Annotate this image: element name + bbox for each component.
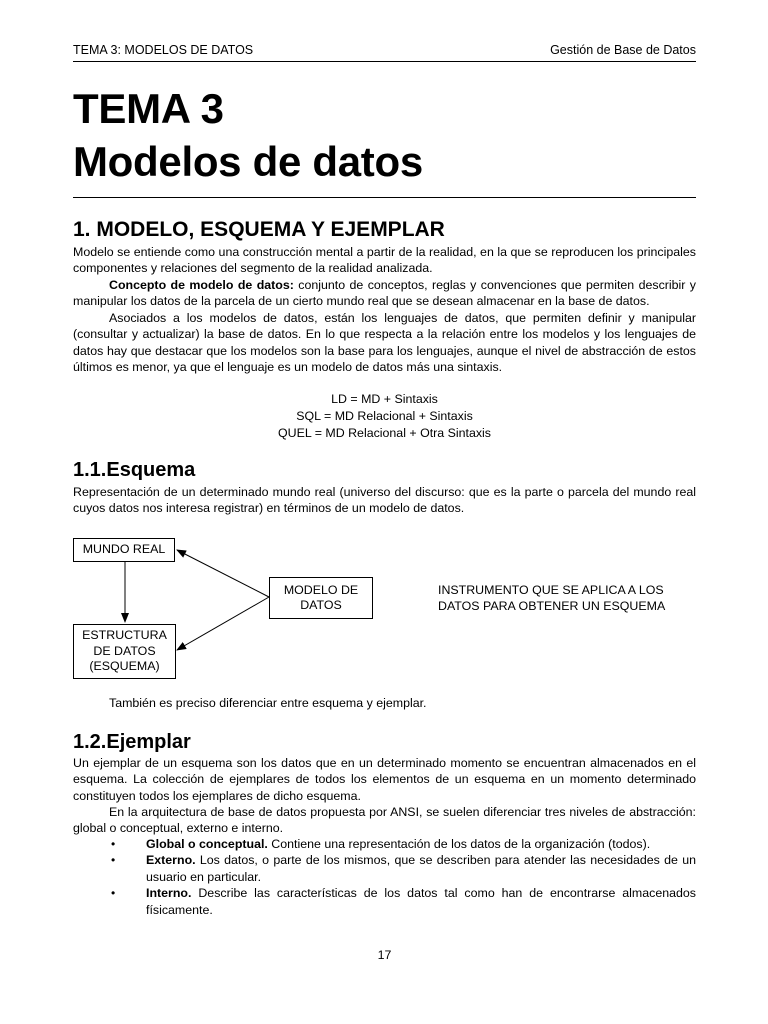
- paragraph-esquema: Representación de un determinado mundo real (universo del discurso: que es la parte o parcela del mundo real cuyos datos nos interesa registrar) en términos de un modelo de datos.: [73, 485, 696, 516]
- level-description: Los datos, o parte de los mismos, que se describen para atender las necesidades de un usuario en particular.: [146, 853, 696, 884]
- arrow-modelo-to-estructura: [177, 597, 269, 650]
- instrumento-note: INSTRUMENTO QUE SE APLICA A LOS DATOS PARA OBTENER UN ESQUEMA: [438, 583, 666, 614]
- formula-quel: QUEL = MD Relacional + Otra Sintaxis: [277, 426, 492, 440]
- chapter-number: TEMA 3: [73, 85, 224, 132]
- paragraph-modelo: Modelo se entiende como una construcción mental a partir de la realidad, en la que se reproducen los principales componentes y relaciones del segmento de la realidad analizada.: [73, 245, 696, 276]
- list-item: [73, 836, 696, 852]
- level-name: Global o conceptual.: [146, 837, 268, 851]
- paragraph-ansi: En la arquitectura de base de datos propuesta por ANSI, se suelen diferenciar tres niveles de abstracción: global o conceptual, externo e interno.: [73, 805, 696, 836]
- list-item: [73, 885, 696, 918]
- bullet-icon: •: [111, 886, 116, 901]
- box-modelo-de-datos: MODELO DE DATOS: [269, 577, 373, 619]
- level-description: Describe las características de los datos tal como han de encontrarse almacenados físicamente.: [146, 886, 696, 917]
- concepto-term: Concepto de modelo de datos:: [109, 278, 294, 292]
- bullet-icon: •: [111, 837, 116, 851]
- header-course: Gestión de Base de Datos: [550, 43, 696, 57]
- level-name: Interno.: [146, 886, 192, 901]
- section-heading-1-2: 1.2.Ejemplar: [73, 731, 191, 753]
- page-number: 17: [377, 948, 392, 962]
- concepto-definition: conjunto de conceptos, reglas y convenciones que permiten describir y manipular los datos de la parcela de un cierto mundo real que se desean almacenar en la base de datos.: [73, 278, 696, 309]
- box-estructura-de-datos: ESTRUCTURA DE DATOS (ESQUEMA): [73, 624, 176, 679]
- section-heading-1-1: 1.1.Esquema: [73, 459, 196, 481]
- abstraction-levels-list: [73, 836, 696, 918]
- paragraph-lenguajes: Asociados a los modelos de datos, están los lenguajes de datos, que permiten definir y manipular (consultar y actualizar) la base de datos. En lo que respecta a la relación entre los modelos y los lenguajes de datos hay que destacar que los modelos son la base para los lenguajes, aunque el nivel de abstracción de estos últimos es menor, ya que el lenguaje es un modelo de datos más una sintaxis.: [73, 311, 696, 375]
- formula-sql: SQL = MD Relacional + Sintaxis: [296, 409, 473, 423]
- header-chapter: TEMA 3: MODELOS DE DATOS: [73, 43, 254, 57]
- chapter-name: Modelos de datos: [73, 138, 423, 185]
- list-item: [73, 852, 696, 885]
- section-heading-1: 1. MODELO, ESQUEMA Y EJEMPLAR: [73, 218, 445, 241]
- formula-ld: LD = MD + Sintaxis: [331, 392, 438, 406]
- level-name: Externo.: [146, 853, 196, 868]
- level-description: Contiene una representación de los datos de la organización (todos).: [267, 837, 651, 851]
- paragraph-ejemplar: Un ejemplar de un esquema son los datos que en un determinado momento se encuentran almacenados en el esquema. La colección de ejemplares de todos los elementos de un esquema en un momento determinado constituyen todos los ejemplares de dicho esquema.: [73, 756, 696, 803]
- bullet-icon: •: [111, 853, 116, 868]
- box-mundo-real: MUNDO REAL: [73, 538, 175, 562]
- paragraph-diferenciar: También es preciso diferenciar entre esquema y ejemplar.: [109, 696, 427, 710]
- arrow-modelo-to-mundo: [177, 550, 269, 597]
